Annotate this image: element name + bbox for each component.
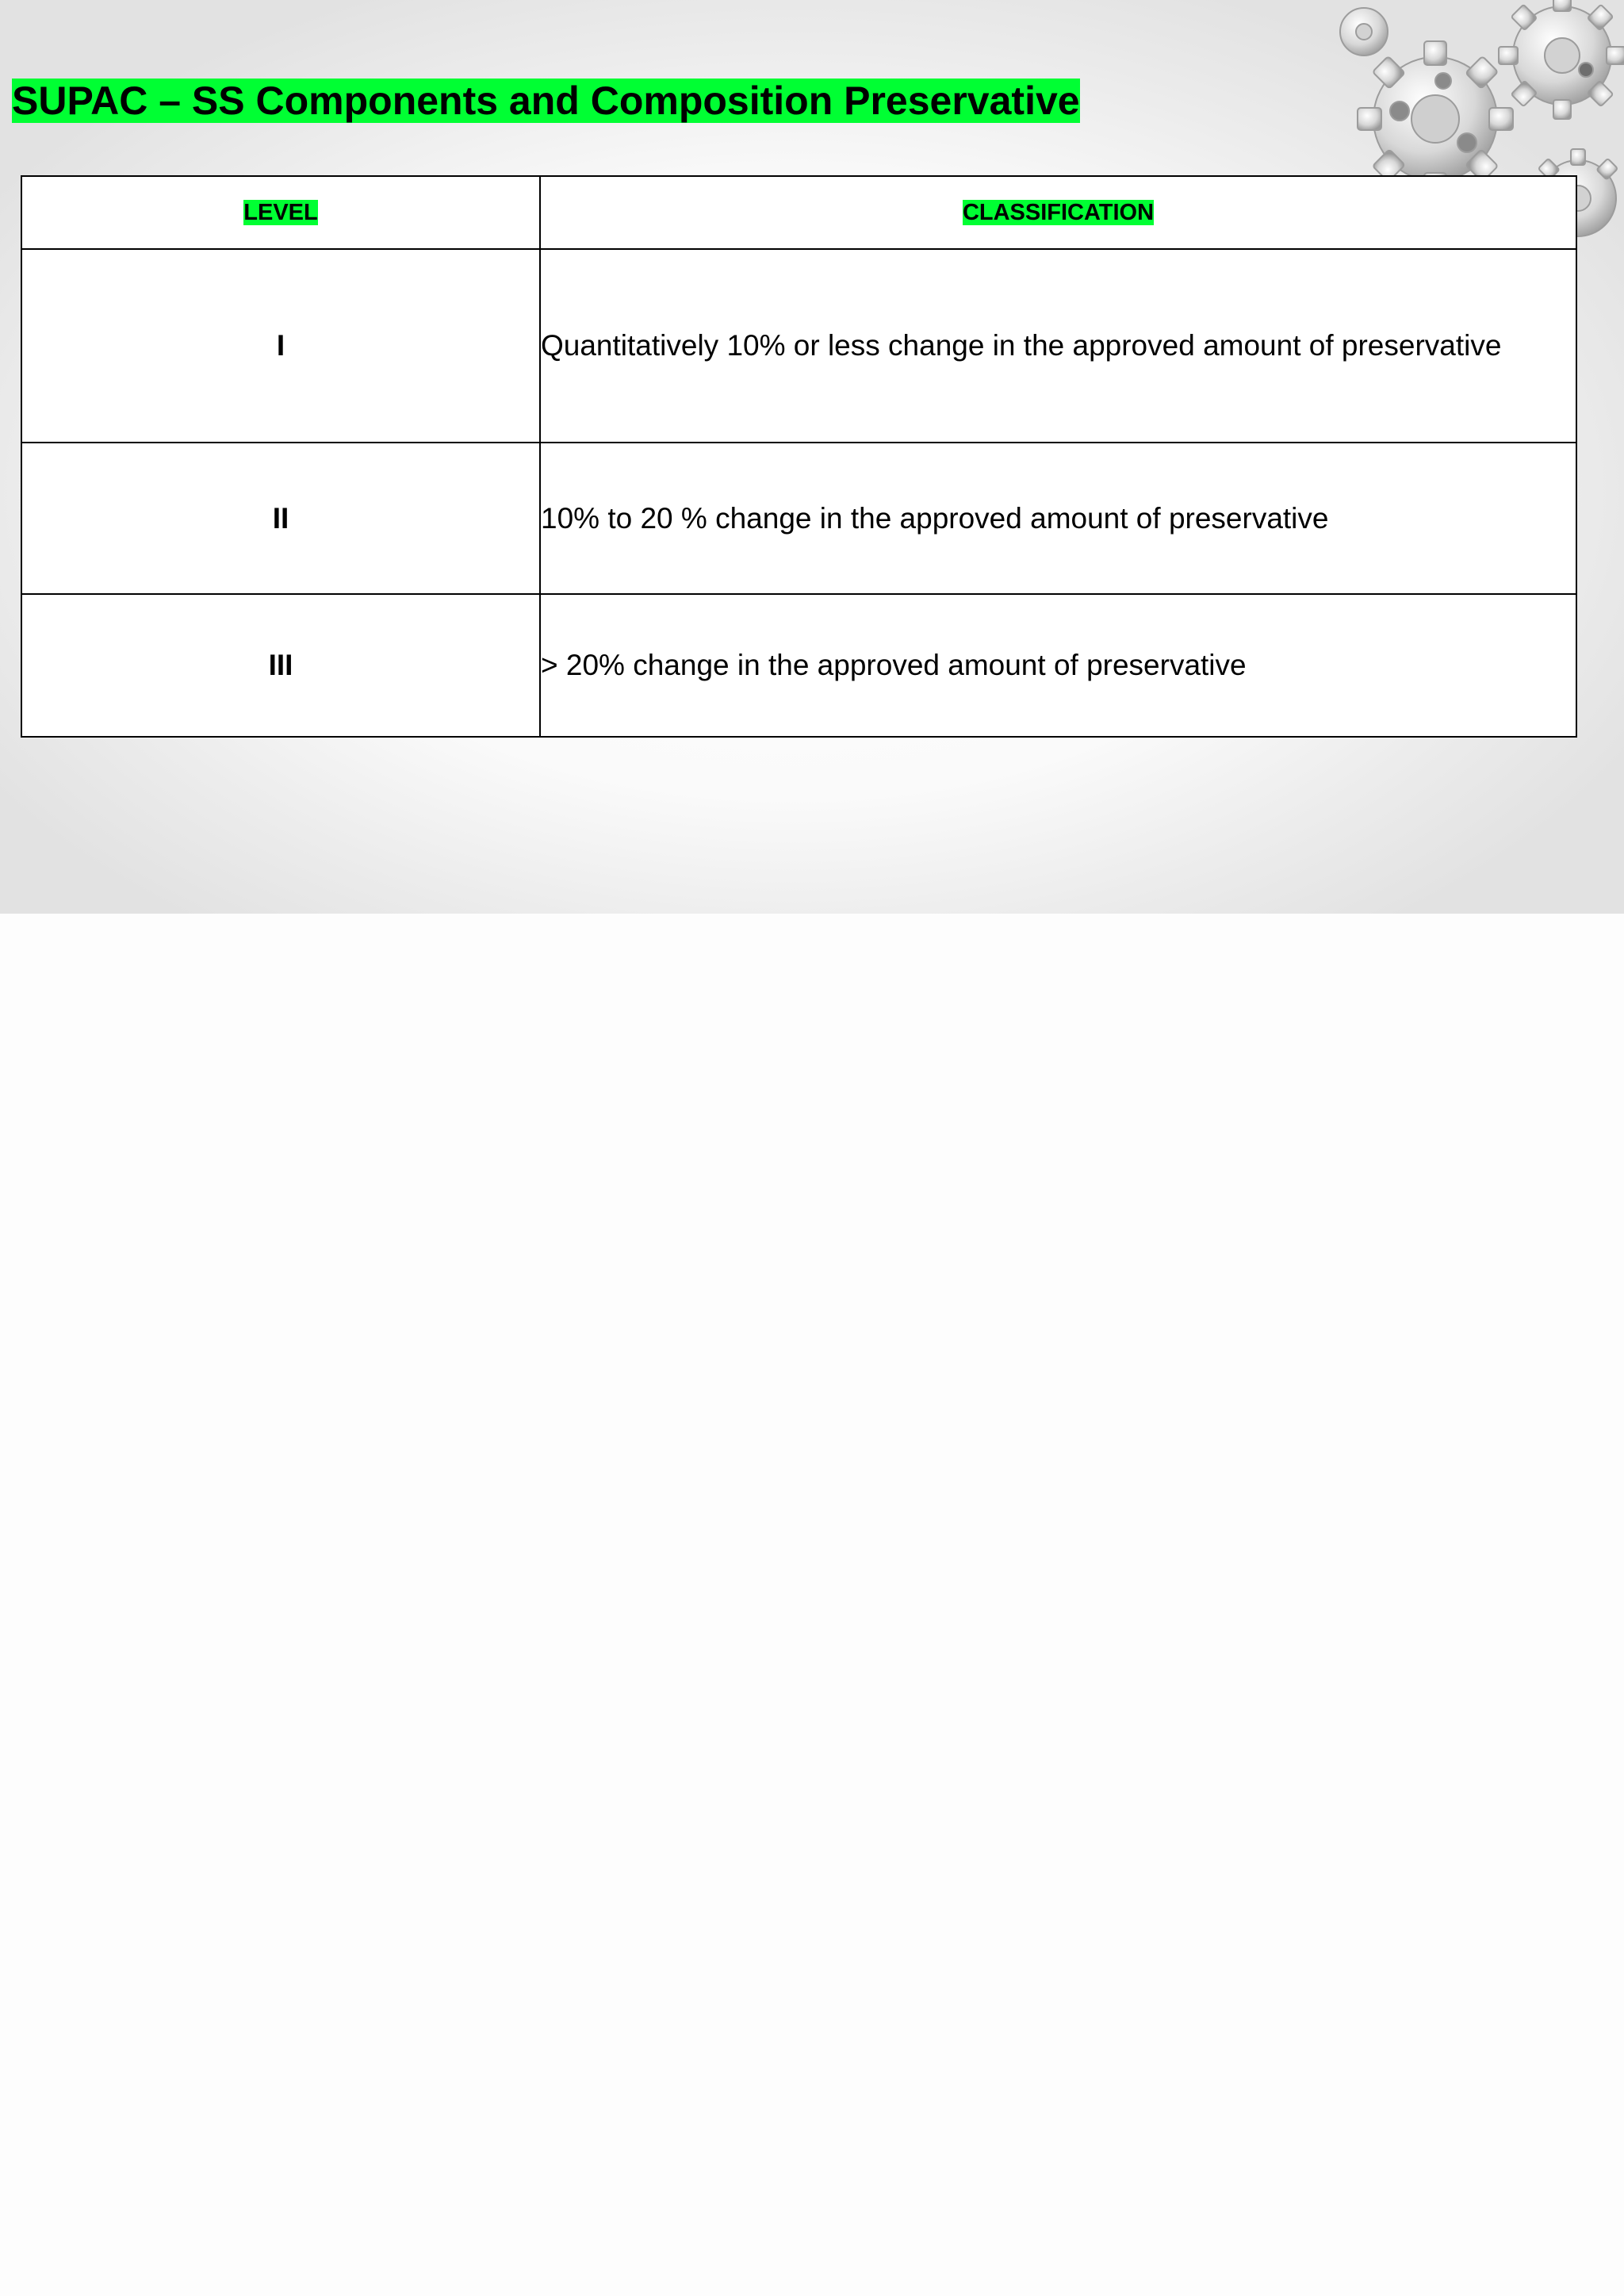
level-cell: I [21,249,540,443]
classification-header-text: CLASSIFICATION [962,199,1155,225]
table-row [21,594,1576,737]
table-row [21,443,1576,594]
classification-column-header [540,176,1576,249]
page-title-text: SUPAC – SS Components and Composition Preservative [12,79,1080,123]
table-header-row [21,176,1576,249]
classification-cell: 10% to 20 % change in the approved amount of preservative [540,443,1576,594]
slide [0,0,1624,914]
level-header-text: LEVEL [243,199,318,225]
classification-cell: > 20% change in the approved amount of preservative [540,594,1576,737]
classification-table [21,175,1577,738]
table-row [21,249,1576,443]
level-cell: II [21,443,540,594]
page-title [12,78,1080,124]
classification-cell: Quantitatively 10% or less change in the approved amount of preservative [540,249,1576,443]
level-cell: III [21,594,540,737]
level-column-header [21,176,540,249]
